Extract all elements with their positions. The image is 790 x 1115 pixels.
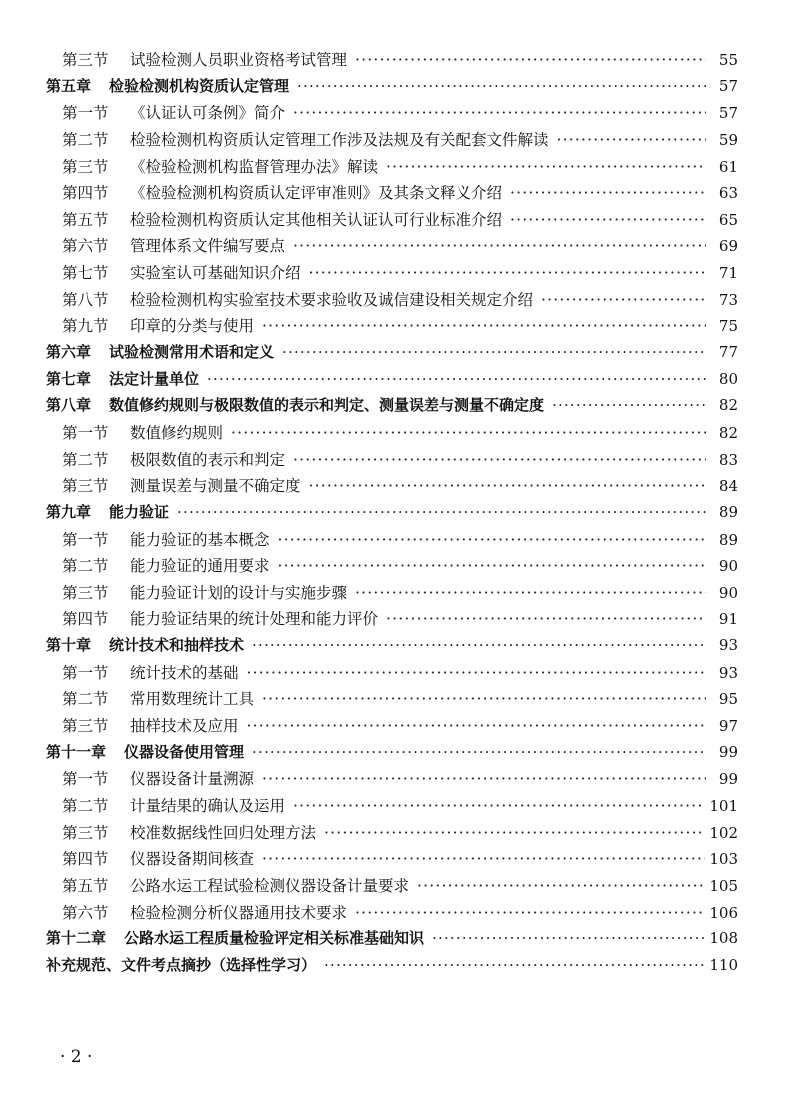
page-ref: 89 — [718, 530, 738, 549]
section-number: 第五节 — [62, 876, 109, 895]
toc-section-row — [46, 155, 738, 182]
page-ref: 82 — [718, 423, 738, 442]
page-ref: 89 — [718, 502, 738, 521]
section-title: 数值修约规则 — [130, 423, 224, 442]
toc-section-row — [46, 794, 738, 821]
section-title: 《检验检测机构监督管理办法》解读 — [130, 157, 379, 176]
dot-leader — [510, 184, 706, 202]
section-number: 第七节 — [62, 264, 109, 283]
section-number: 第一节 — [62, 423, 109, 442]
dot-leader — [552, 396, 706, 414]
section-title: 检验检测分析仪器通用技术要求 — [130, 903, 348, 922]
section-number: 第一节 — [62, 104, 109, 123]
section-title: 检验检测机构资质认定管理工作涉及法规及有关配套文件解读 — [130, 130, 549, 149]
page-ref: 90 — [718, 557, 738, 576]
toc-section-row — [46, 208, 738, 235]
page-ref: 99 — [718, 742, 738, 761]
table-of-contents — [46, 48, 738, 980]
dot-leader — [297, 77, 706, 95]
dot-leader — [510, 211, 706, 229]
section-title: 能力验证的基本概念 — [130, 530, 270, 549]
section-number: 第三节 — [62, 51, 109, 69]
dot-leader — [355, 51, 706, 69]
toc-section-row — [46, 448, 738, 475]
section-number: 第一节 — [62, 770, 109, 789]
toc-section-row — [46, 847, 738, 874]
page-ref: 55 — [718, 51, 738, 69]
section-title: 测量误差与测量不确定度 — [130, 477, 301, 496]
toc-section-row — [46, 661, 738, 688]
section-number: 第三节 — [62, 823, 109, 842]
page-ref: 71 — [718, 264, 738, 283]
dot-leader — [293, 451, 706, 469]
toc-section-row — [46, 261, 738, 288]
page-ref: 57 — [718, 76, 738, 95]
section-title: 常用数理统计工具 — [130, 690, 255, 709]
toc-chapter-row — [46, 927, 738, 954]
section-title: 能力验证结果的统计处理和能力评价 — [130, 610, 379, 629]
toc-section-row — [46, 181, 738, 208]
toc-section-row — [46, 901, 738, 928]
dot-leader — [262, 770, 706, 788]
section-title: 《认证认可条例》简介 — [130, 104, 286, 123]
dot-leader — [262, 317, 706, 335]
chapter-number: 第九章 — [46, 502, 92, 521]
toc-section-row — [46, 234, 738, 261]
toc-chapter-row — [46, 741, 738, 768]
dot-leader — [432, 929, 705, 947]
section-number: 第三节 — [62, 583, 109, 602]
toc-chapter-row — [46, 501, 738, 528]
dot-leader — [541, 291, 706, 309]
toc-section-row — [46, 821, 738, 848]
page-ref: 102 — [709, 823, 738, 842]
dot-leader — [293, 237, 706, 255]
page-ref: 95 — [718, 690, 738, 709]
section-title: 仪器设备计量溯源 — [130, 770, 255, 789]
toc-section-row — [46, 48, 738, 75]
section-title: 检验检测机构实验室技术要求验收及诚信建设相关规定介绍 — [130, 290, 534, 309]
dot-leader — [231, 424, 706, 442]
dot-leader — [386, 610, 706, 628]
chapter-number: 第八章 — [46, 396, 92, 415]
chapter-title: 仪器设备使用管理 — [124, 742, 245, 761]
section-number: 第一节 — [62, 663, 109, 682]
page-ref: 93 — [718, 636, 738, 655]
toc-section-row — [46, 421, 738, 448]
page-ref: 105 — [709, 876, 738, 895]
page-number: · 2 · — [60, 1047, 93, 1067]
dot-leader — [386, 158, 706, 176]
dot-leader — [207, 370, 706, 388]
page-ref: 84 — [718, 477, 738, 496]
dot-leader — [252, 636, 706, 654]
page-ref: 106 — [709, 903, 738, 922]
section-number: 第三节 — [62, 157, 109, 176]
section-number: 第五节 — [62, 210, 109, 229]
section-title: 统计技术的基础 — [130, 663, 239, 682]
section-number: 第四节 — [62, 850, 109, 869]
dot-leader — [417, 877, 705, 895]
section-title: 《检验检测机构资质认定评审准则》及其条文释义介绍 — [130, 184, 503, 203]
dot-leader — [177, 503, 706, 521]
chapter-number: 第六章 — [46, 343, 92, 362]
section-number: 第一节 — [62, 530, 109, 549]
dot-leader — [247, 717, 706, 735]
dot-leader — [278, 557, 706, 575]
chapter-number: 第五章 — [46, 76, 92, 95]
section-number: 第九节 — [62, 317, 109, 336]
section-number: 第三节 — [62, 477, 109, 496]
section-title: 检验检测机构资质认定其他相关认证认可行业标准介绍 — [130, 210, 503, 229]
chapter-title: 法定计量单位 — [109, 369, 200, 388]
dot-leader — [262, 690, 706, 708]
section-title: 计量结果的确认及运用 — [130, 796, 286, 815]
chapter-number: 第十一章 — [46, 742, 107, 761]
dot-leader — [293, 797, 705, 815]
page-ref: 63 — [718, 184, 738, 203]
section-number: 第四节 — [62, 610, 109, 629]
toc-section-row — [46, 607, 738, 634]
dot-leader — [282, 343, 706, 361]
dot-leader — [355, 904, 705, 922]
section-title: 极限数值的表示和判定 — [130, 450, 286, 469]
section-number: 第二节 — [62, 690, 109, 709]
page-ref: 93 — [718, 663, 738, 682]
dot-leader — [309, 477, 706, 495]
toc-chapter-row — [46, 954, 738, 981]
page-ref: 57 — [718, 104, 738, 123]
page-ref: 75 — [718, 317, 738, 336]
chapter-title: 试验检测常用术语和定义 — [109, 343, 275, 362]
dot-leader — [262, 850, 705, 868]
toc-section-row — [46, 554, 738, 581]
page-ref: 91 — [718, 610, 738, 629]
section-title: 实验室认可基础知识介绍 — [130, 264, 301, 283]
toc-chapter-row — [46, 368, 738, 395]
page-ref: 110 — [709, 955, 738, 974]
section-number: 第二节 — [62, 796, 109, 815]
dot-leader — [293, 104, 706, 122]
section-title: 仪器设备期间核查 — [130, 850, 255, 869]
toc-section-row — [46, 581, 738, 608]
dot-leader — [355, 584, 706, 602]
chapter-title: 公路水运工程质量检验评定相关标准基础知识 — [124, 929, 425, 948]
section-title: 抽样技术及应用 — [130, 717, 239, 736]
page-ref: 82 — [718, 396, 738, 415]
section-title: 试验检测人员职业资格考试管理 — [130, 51, 348, 69]
section-number: 第三节 — [62, 717, 109, 736]
toc-section-row — [46, 101, 738, 128]
section-title: 管理体系文件编写要点 — [130, 237, 286, 256]
toc-section-row — [46, 767, 738, 794]
toc-section-row — [46, 687, 738, 714]
chapter-title: 能力验证 — [109, 502, 170, 521]
section-number: 第二节 — [62, 130, 109, 149]
dot-leader — [252, 743, 706, 761]
dot-leader — [278, 531, 706, 549]
page-ref: 73 — [718, 290, 738, 309]
toc-chapter-row — [46, 75, 738, 102]
toc-section-row — [46, 474, 738, 501]
section-number: 第六节 — [62, 903, 109, 922]
dot-leader — [309, 264, 706, 282]
section-number: 第六节 — [62, 237, 109, 256]
section-title: 校准数据线性回归处理方法 — [130, 823, 317, 842]
toc-chapter-row — [46, 634, 738, 661]
chapter-number: 第七章 — [46, 369, 92, 388]
section-title: 能力验证计划的设计与实施步骤 — [130, 583, 348, 602]
page-ref: 97 — [718, 717, 738, 736]
dot-leader — [247, 664, 706, 682]
dot-leader — [324, 956, 705, 974]
toc-chapter-row — [46, 341, 738, 368]
section-title: 印章的分类与使用 — [130, 317, 255, 336]
page-ref: 77 — [718, 343, 738, 362]
page-ref: 99 — [718, 770, 738, 789]
toc-section-row — [46, 874, 738, 901]
section-number: 第二节 — [62, 450, 109, 469]
toc-section-row — [46, 714, 738, 741]
chapter-title: 统计技术和抽样技术 — [109, 636, 245, 655]
chapter-title: 检验检测机构资质认定管理 — [109, 76, 290, 95]
section-title: 公路水运工程试验检测仪器设备计量要求 — [130, 876, 410, 895]
page-ref: 80 — [718, 369, 738, 388]
page-ref: 61 — [718, 157, 738, 176]
page-ref: 83 — [718, 450, 738, 469]
chapter-number: 第十二章 — [46, 929, 107, 948]
page-ref: 103 — [709, 850, 738, 869]
toc-section-row — [46, 288, 738, 315]
page-ref: 101 — [709, 796, 738, 815]
chapter-title: 补充规范、文件考点摘抄（选择性学习） — [46, 955, 317, 974]
section-title: 能力验证的通用要求 — [130, 557, 270, 576]
section-number: 第二节 — [62, 557, 109, 576]
chapter-number: 第十章 — [46, 636, 92, 655]
chapter-title: 数值修约规则与极限数值的表示和判定、测量误差与测量不确定度 — [109, 396, 545, 415]
page-ref: 108 — [709, 929, 738, 948]
toc-section-row — [46, 128, 738, 155]
section-number: 第八节 — [62, 290, 109, 309]
page-ref: 69 — [718, 237, 738, 256]
dot-leader — [324, 824, 705, 842]
toc-section-row — [46, 528, 738, 555]
page-ref: 90 — [718, 583, 738, 602]
page-ref: 59 — [718, 130, 738, 149]
toc-chapter-row — [46, 394, 738, 421]
section-number: 第四节 — [62, 184, 109, 203]
toc-section-row — [46, 314, 738, 341]
dot-leader — [557, 131, 706, 149]
page-ref: 65 — [718, 210, 738, 229]
